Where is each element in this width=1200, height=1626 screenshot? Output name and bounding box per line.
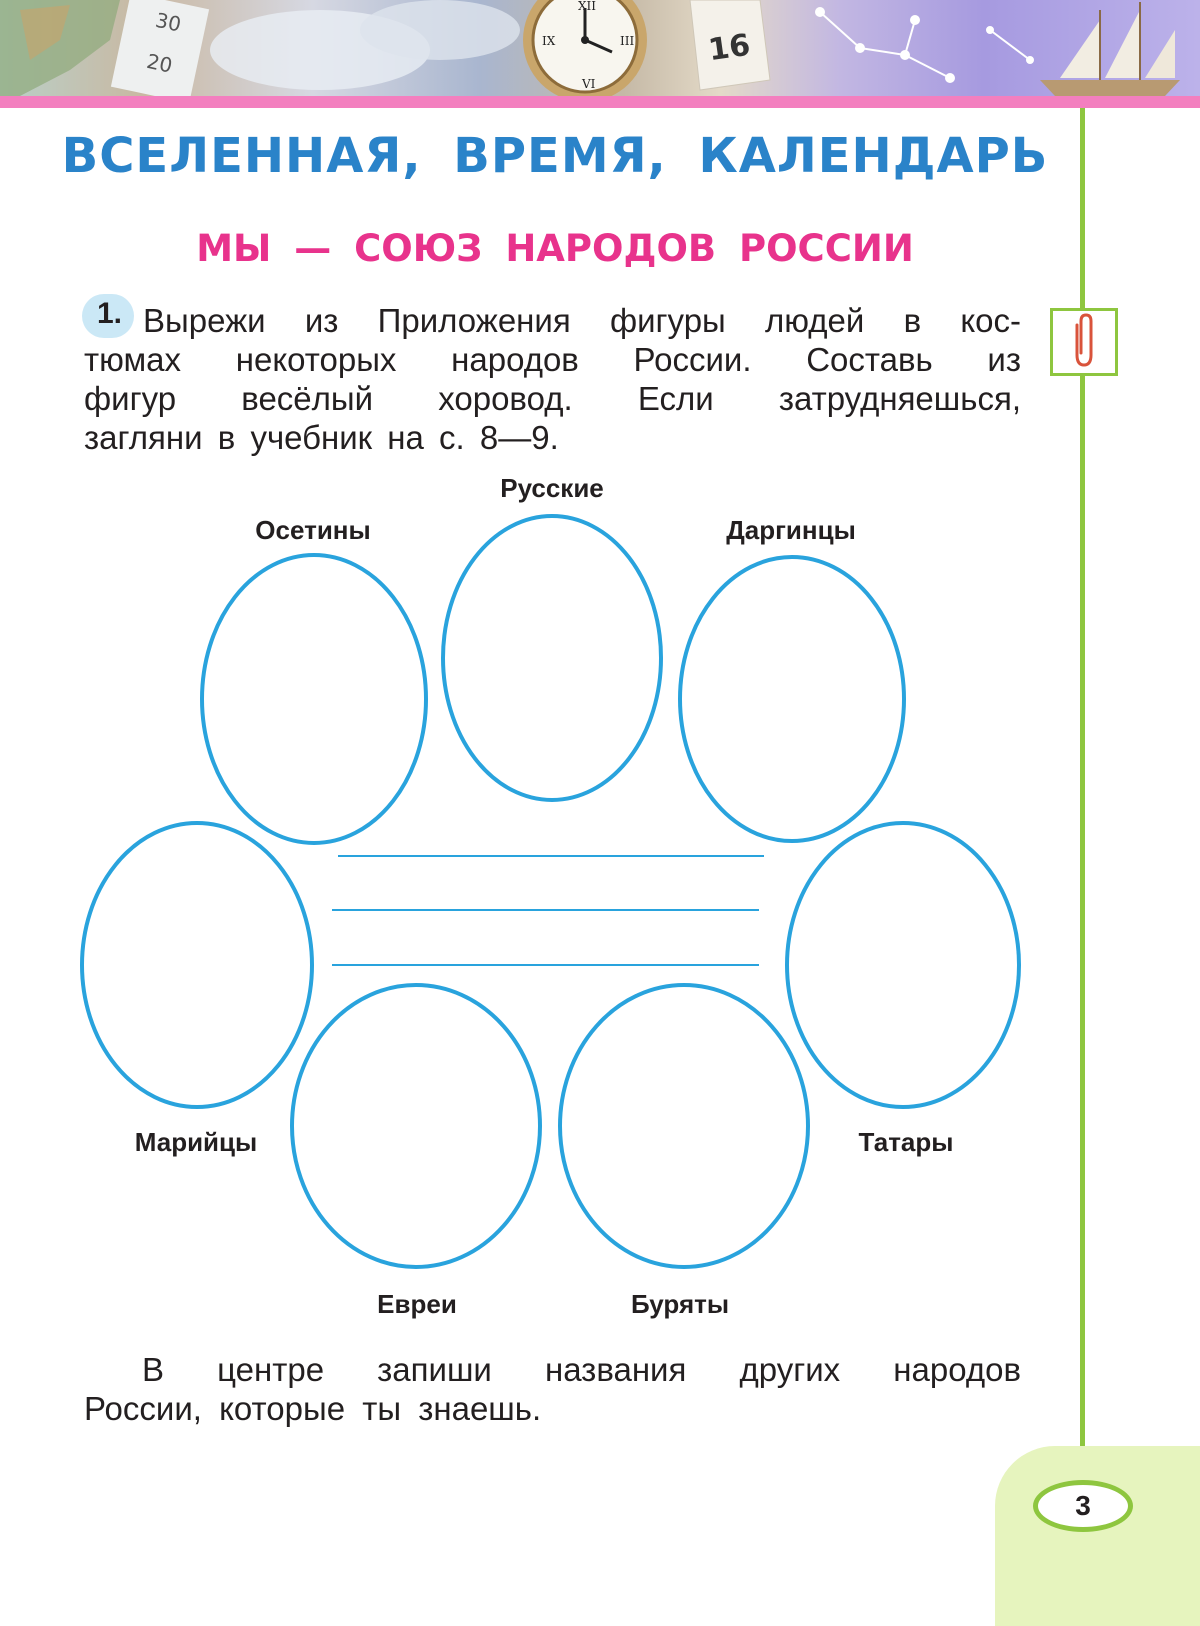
footer-line: В центре запиши названия других народов [142, 1351, 1021, 1388]
page-corner [995, 1446, 1200, 1626]
ellipse-dargins[interactable] [680, 557, 904, 841]
svg-text:III: III [620, 34, 635, 48]
label-tatars: Татары [858, 1127, 954, 1157]
label-ossetians: Осетины [255, 515, 371, 545]
page-subtitle: МЫ — СОЮЗ НАРОДОВ РОССИИ [196, 227, 914, 270]
footer-line: России, которые ты знаешь. [84, 1390, 542, 1427]
task-line: загляни в учебник на с. 8—9. [84, 419, 559, 456]
ellipse-jews[interactable] [292, 985, 540, 1267]
label-russians: Русские [500, 473, 604, 503]
svg-text:VI: VI [582, 77, 596, 91]
svg-text:XII: XII [578, 0, 597, 13]
task-line: тюмах некоторых народов России. Составь из [84, 341, 1021, 378]
svg-text:16: 16 [706, 27, 753, 69]
svg-text:20: 20 [144, 48, 175, 78]
svg-text:30: 30 [153, 7, 184, 37]
label-mari: Марийцы [134, 1127, 258, 1157]
label-dargins: Даргинцы [726, 515, 856, 545]
page-title: ВСЕЛЕННАЯ, ВРЕМЯ, КАЛЕНДАРЬ [61, 128, 1049, 184]
ellipse-mari[interactable] [82, 823, 312, 1107]
ellipse-ossetians[interactable] [202, 555, 426, 843]
task-line: фигур весёлый хоровод. Если затрудняешься, [84, 380, 1021, 417]
ellipse-tatars[interactable] [787, 823, 1019, 1107]
page-number: 3 [1033, 1480, 1133, 1532]
ellipse-buryats[interactable] [560, 985, 808, 1267]
svg-text:IX: IX [542, 34, 556, 48]
label-buryats: Буряты [630, 1289, 730, 1319]
task-number: 1. [97, 297, 123, 330]
ellipse-russians[interactable] [443, 516, 661, 800]
label-jews: Евреи [377, 1289, 457, 1319]
task-line: Вырежи из Приложения фигуры людей в кос- [143, 302, 1021, 339]
footer-instruction [84, 1350, 1021, 1428]
